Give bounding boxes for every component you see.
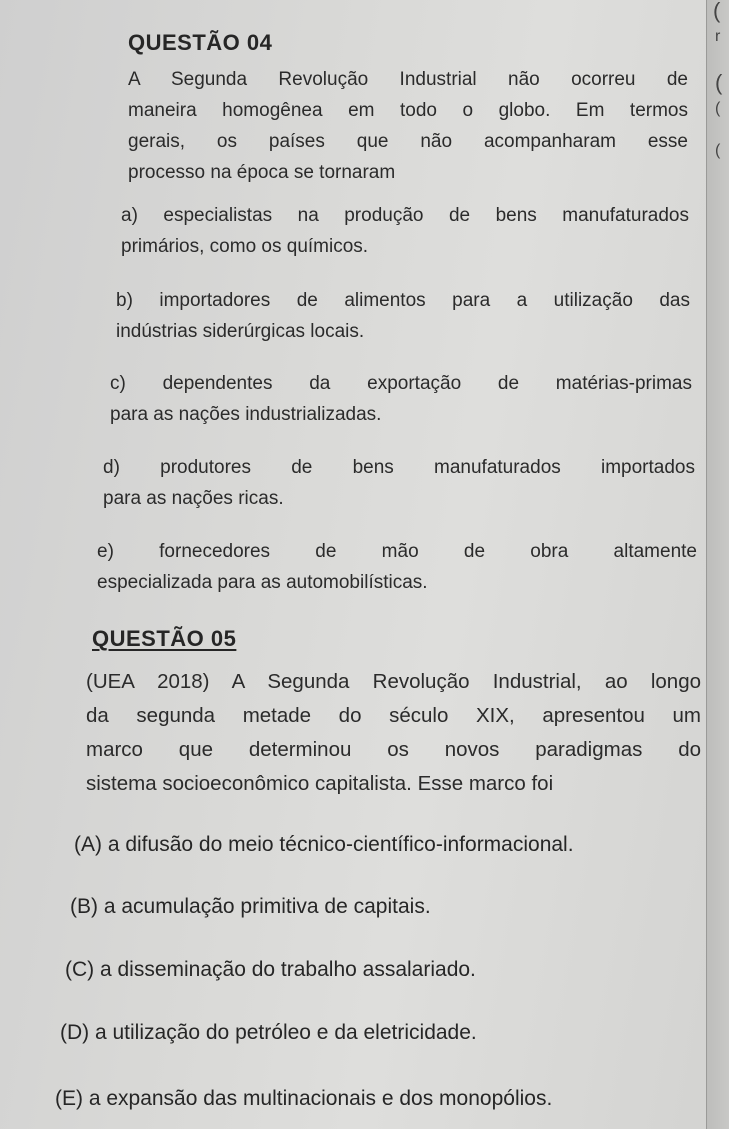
option-line: especializada para as automobilísticas. <box>97 572 428 593</box>
option-a <box>121 200 689 262</box>
edge-mark: ( <box>715 70 723 95</box>
option-line: a) especialistas na produção de bens manufaturados <box>121 205 689 226</box>
stem-line: (UEA 2018) A Segunda Revolução Industrial, ao longo <box>86 670 701 693</box>
option-c <box>110 368 692 430</box>
option-line: para as nações ricas. <box>103 488 284 509</box>
option-D: (D) a utilização do petróleo e da eletricidade. <box>60 1021 477 1044</box>
option-line: e) fornecedores de mão de obra altamente <box>97 541 697 562</box>
stem-line: maneira homogênea em todo o globo. Em termos <box>128 100 688 121</box>
question-05-stem <box>86 665 701 801</box>
edge-mark: ( <box>713 0 721 23</box>
option-line: d) produtores de bens manufaturados importados <box>103 457 695 478</box>
stem-line: da segunda metade do século XIX, apresentou um <box>86 704 701 727</box>
option-C: (C) a disseminação do trabalho assalariado. <box>65 958 476 981</box>
question-04-title: QUESTÃO 04 <box>128 30 273 55</box>
edge-mark: r <box>715 28 721 45</box>
stem-line: marco que determinou os novos paradigmas do <box>86 738 701 761</box>
question-04-stem <box>128 64 688 188</box>
stem-line: sistema socioeconômico capitalista. Esse marco foi <box>86 772 554 795</box>
option-E: (E) a expansão das multinacionais e dos monopólios. <box>55 1087 553 1110</box>
adjacent-page-edge <box>706 0 729 1129</box>
stem-line: A Segunda Revolução Industrial não ocorreu de <box>128 69 688 90</box>
question-05-title: QUESTÃO 05 <box>92 626 237 651</box>
option-B: (B) a acumulação primitiva de capitais. <box>70 895 431 918</box>
option-line: c) dependentes da exportação de matérias-primas <box>110 373 692 394</box>
option-e <box>97 536 697 598</box>
option-line: para as nações industrializadas. <box>110 404 382 425</box>
edge-mark: ( <box>715 100 721 117</box>
option-line: primários, como os químicos. <box>121 236 369 257</box>
edge-mark: ( <box>715 142 721 159</box>
stem-line: gerais, os países que não acompanharam esse <box>128 131 688 152</box>
option-b <box>116 285 690 347</box>
option-line: indústrias siderúrgicas locais. <box>116 321 365 342</box>
option-A: (A) a difusão do meio técnico-científico-informacional. <box>74 833 574 856</box>
stem-line: processo na época se tornaram <box>128 162 396 183</box>
option-line: b) importadores de alimentos para a utilização das <box>116 290 690 311</box>
option-d <box>103 452 695 514</box>
